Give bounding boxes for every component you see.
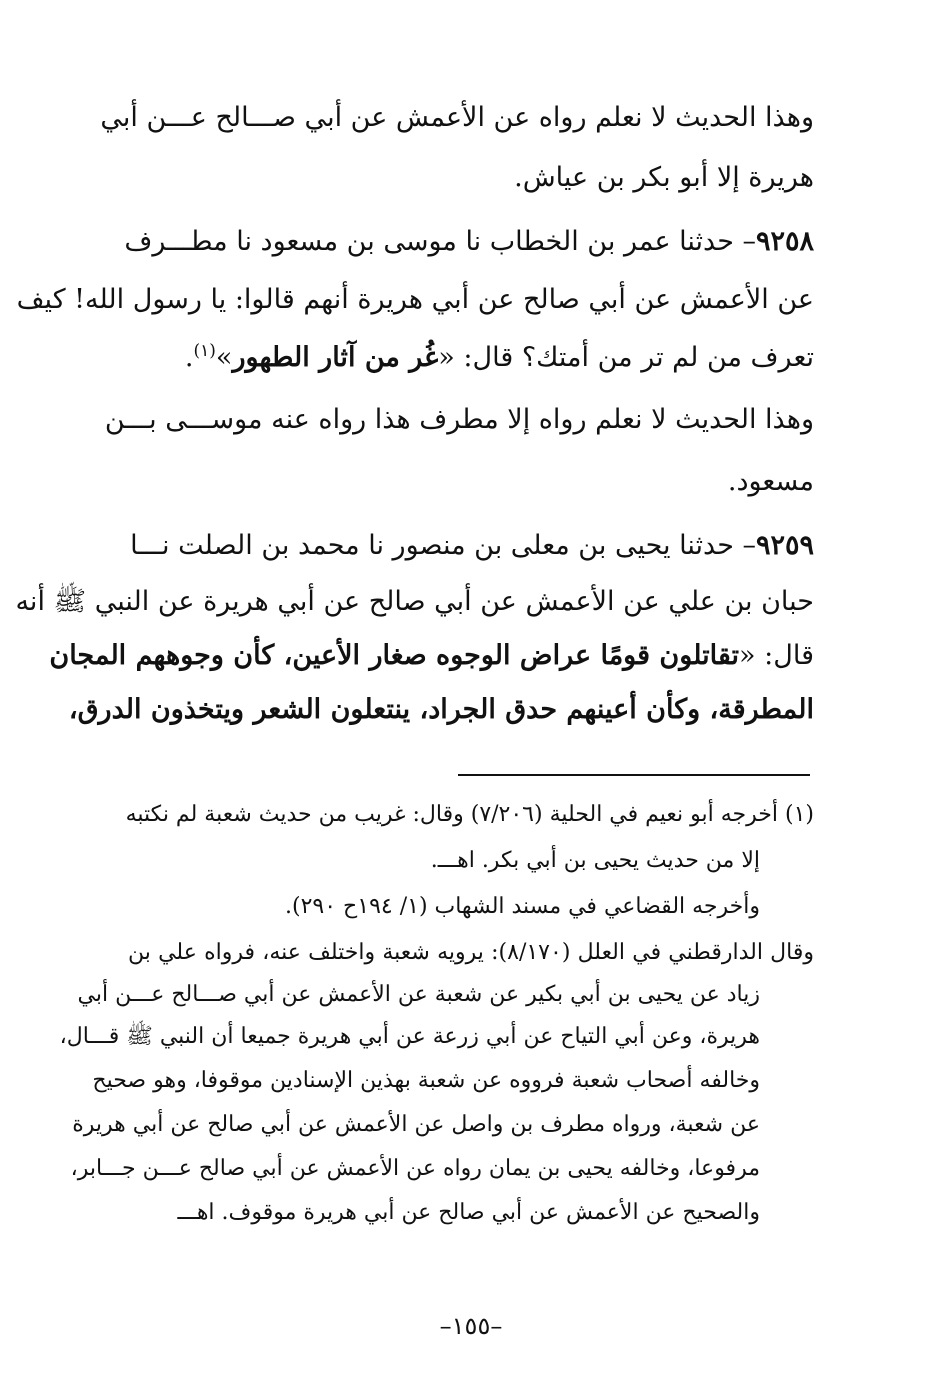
body-text-line: وهذا الحديث لا نعلم رواه إلا مطرف هذا رواه عنه موســـى بـــن — [104, 404, 814, 435]
body-text: تعرف من لم تر من أمتك؟ قال: « — [438, 342, 814, 373]
body-text-line: مسعود. — [727, 466, 814, 497]
body-text: قال: « — [739, 640, 814, 671]
hadith-number: ٩٢٥٨ — [755, 226, 814, 257]
footnote-line: وخالفه أصحاب شعبة فرووه عن شعبة بهذين الإسنادين موقوفا، وهو صحيح — [92, 1068, 760, 1093]
footnote-line: هريرة، وعن أبي التياح عن أبي زرعة عن أبي هريرة جميعا أن النبي ﷺ قـــال، — [59, 1024, 760, 1049]
prophetic-quote-line: المطرقة، وكأن أعينهم حدق الجراد، ينتعلون الشعر ويتخذون الدرق، — [68, 694, 814, 725]
footnote-line: والصحيح عن الأعمش عن أبي صالح عن أبي هريرة موقوف. اهـــ — [177, 1200, 760, 1225]
footnote-reference: (١) — [193, 341, 216, 361]
prophetic-quote: تقاتلون قومًا عراض الوجوه صغار الأعين، كأن وجوههم المجان — [49, 640, 740, 671]
body-text: – حدثنا يحيى بن معلى بن منصور نا محمد بن الصلت نـــا — [130, 530, 756, 561]
body-text-line: عن الأعمش عن أبي صالح عن أبي هريرة أنهم قالوا: يا رسول الله! كيف — [16, 284, 814, 315]
body-text: – حدثنا عمر بن الخطاب نا موسى بن مسعود نا مطـــرف — [124, 226, 756, 257]
prophetic-quote: غُر من آثار الطهور — [232, 342, 439, 373]
body-text: . — [184, 342, 194, 373]
page-number: –١٥٥– — [439, 1312, 503, 1340]
footnote-line: (١) أخرجه أبو نعيم في الحلية (٧/٢٠٦) وقال: غريب من حديث شعبة لم نكتبه — [125, 802, 814, 827]
footnote-line: زياد عن يحيى بن أبي بكير عن شعبة عن الأعمش عن أبي صـــالح عـــن أبي — [77, 982, 760, 1007]
hadith-9259-line3 — [49, 636, 814, 676]
body-text-line: حبان بن علي عن الأعمش عن أبي صالح عن أبي هريرة عن النبي ﷺ أنه — [15, 586, 814, 617]
footnote-line: وأخرجه القضاعي في مسند الشهاب (١/ ١٩٤ح ٢٩٠). — [285, 894, 760, 919]
footnote-line: إلا من حديث يحيى بن أبي بكر. اهـــ. — [430, 848, 760, 873]
footnote-separator — [458, 774, 810, 776]
footnote-line: مرفوعا، وخالفه يحيى بن يمان رواه عن الأعمش عن أبي صالح عـــن جـــابر، — [70, 1156, 760, 1181]
footnote-line: عن شعبة، ورواه مطرف بن واصل عن الأعمش عن أبي صالح عن أبي هريرة — [72, 1112, 760, 1137]
body-text: » — [215, 342, 233, 373]
hadith-9258-line3 — [128, 338, 814, 378]
footnote-line: وقال الدارقطني في العلل (٨/١٧٠): يرويه شعبة واختلف عنه، فرواه علي بن — [128, 940, 815, 965]
body-text-line: هريرة إلا أبو بكر بن عياش. — [514, 162, 814, 193]
hadith-9259-line1 — [130, 526, 814, 566]
hadith-number: ٩٢٥٩ — [755, 530, 814, 561]
body-text-line: وهذا الحديث لا نعلم رواه عن الأعمش عن أبي صـــالح عـــن أبي — [100, 102, 814, 133]
hadith-9258-line1 — [124, 222, 814, 262]
